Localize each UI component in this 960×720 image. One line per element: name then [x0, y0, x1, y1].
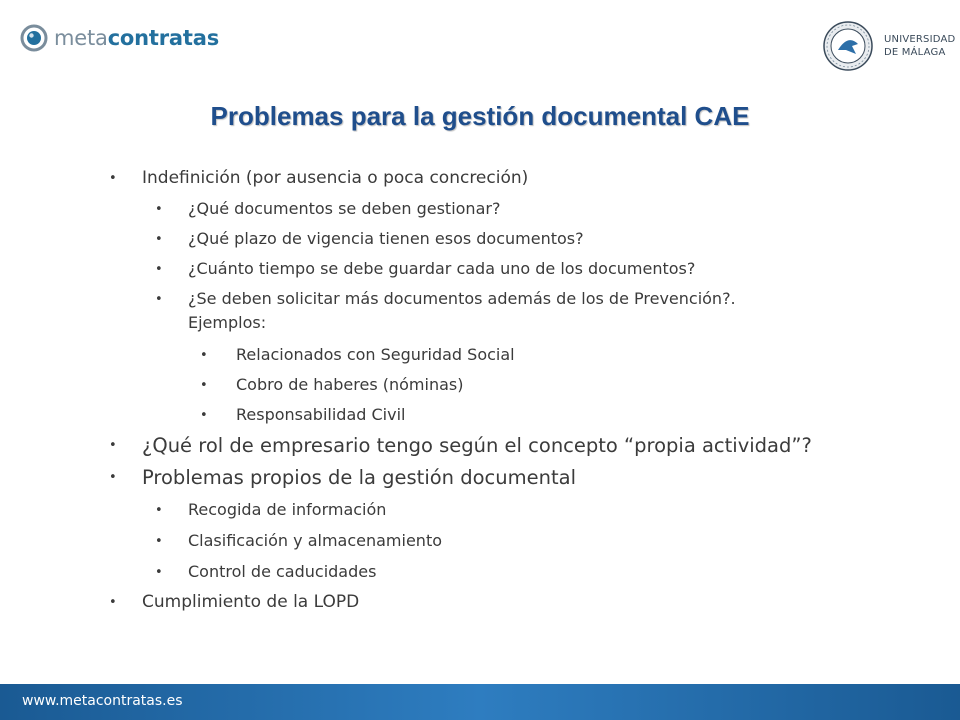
bullet-item: • ¿Qué documentos se deben gestionar?	[155, 199, 501, 218]
bullet-item: • Cumplimiento de la LOPD	[109, 592, 360, 612]
bullet-dot-icon: •	[109, 595, 117, 610]
bullet-dot-icon: •	[155, 202, 163, 217]
bullet-dot-icon: •	[155, 565, 163, 580]
footer-bar	[0, 684, 960, 720]
bullet-dot-icon: •	[109, 438, 117, 453]
bullet-item: • Cobro de haberes (nóminas)	[200, 375, 464, 394]
bullet-item: • Clasificación y almacenamiento	[155, 531, 442, 550]
bullet-dot-icon: •	[155, 292, 163, 307]
bullet-item: • Control de caducidades	[155, 562, 377, 581]
footer-website-link[interactable]: www.metacontratas.es	[22, 693, 183, 709]
bullet-item: • ¿Cuánto tiempo se debe guardar cada uno de los documentos?	[155, 259, 696, 278]
bullet-continuation: Ejemplos:	[188, 313, 267, 332]
bullet-item: • Indefinición (por ausencia o poca concreción)	[109, 168, 529, 188]
bullet-dot-icon: •	[155, 262, 163, 277]
bullet-dot-icon: •	[200, 378, 208, 393]
bullet-item: • ¿Qué rol de empresario tengo según el concepto “propia actividad”?	[109, 434, 812, 457]
bullet-item: • ¿Se deben solicitar más documentos además de los de Prevención?.	[155, 289, 736, 308]
bullet-dot-icon: •	[109, 171, 117, 186]
bullet-dot-icon: •	[155, 534, 163, 549]
metacontratas-logo-text: metacontratas	[54, 25, 219, 50]
bullet-item: • Relacionados con Seguridad Social	[200, 345, 515, 364]
bullet-item: • ¿Qué plazo de vigencia tienen esos documentos?	[155, 229, 584, 248]
bullet-item: • Responsabilidad Civil	[200, 405, 406, 424]
bullet-item: • Recogida de información	[155, 500, 387, 519]
university-name-line2: DE MÁLAGA	[884, 47, 946, 58]
university-name-line1: UNIVERSIDAD	[884, 34, 956, 45]
bullet-dot-icon: •	[200, 408, 208, 423]
bullet-dot-icon: •	[200, 348, 208, 363]
slide-title: Problemas para la gestión documental CAE	[210, 101, 750, 131]
bullet-item: • Problemas propios de la gestión documental	[109, 466, 576, 489]
bullet-dot-icon: •	[109, 470, 117, 485]
bullet-dot-icon: •	[155, 503, 163, 518]
bullet-dot-icon: •	[155, 232, 163, 247]
